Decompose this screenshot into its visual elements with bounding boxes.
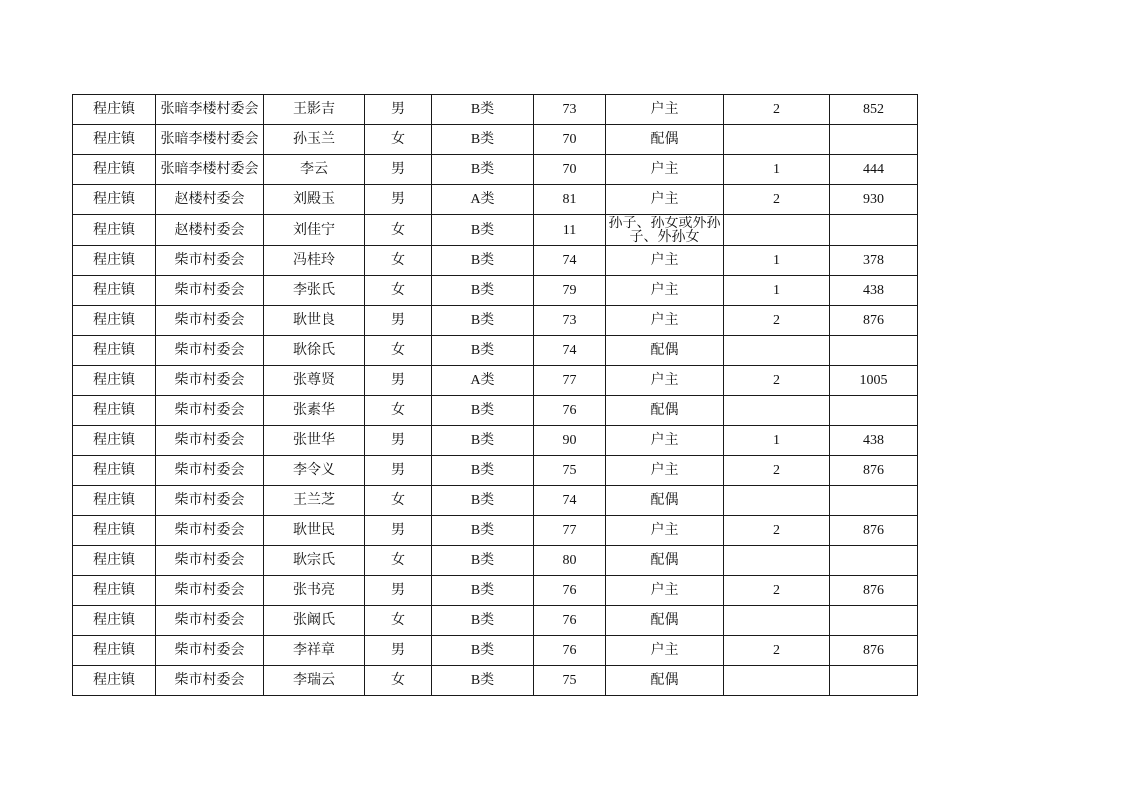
table-row <box>73 606 918 636</box>
age-cell: 75 <box>534 456 606 486</box>
name-cell: 王影吉 <box>264 95 365 125</box>
relation-cell: 户主 <box>606 516 724 546</box>
count-cell: 1 <box>724 426 830 456</box>
relation-cell <box>606 215 724 246</box>
category-cell: B类 <box>432 276 534 306</box>
relation-cell: 户主 <box>606 246 724 276</box>
gender-cell: 女 <box>365 215 432 246</box>
village-cell: 张暗李楼村委会 <box>156 125 264 155</box>
count-cell <box>724 606 830 636</box>
gender-cell: 女 <box>365 546 432 576</box>
town-cell: 程庄镇 <box>73 125 156 155</box>
table-row <box>73 185 918 215</box>
village-cell: 柴市村委会 <box>156 576 264 606</box>
gender-cell: 女 <box>365 486 432 516</box>
category-cell: B类 <box>432 426 534 456</box>
count-cell: 1 <box>724 276 830 306</box>
category-cell: B类 <box>432 155 534 185</box>
relation-cell: 户主 <box>606 185 724 215</box>
relation-cell: 配偶 <box>606 666 724 696</box>
name-cell: 耿宗氏 <box>264 546 365 576</box>
table-row <box>73 336 918 366</box>
amount-cell: 438 <box>830 426 918 456</box>
table-row <box>73 306 918 336</box>
village-cell: 柴市村委会 <box>156 366 264 396</box>
village-cell: 赵楼村委会 <box>156 215 264 246</box>
count-cell: 2 <box>724 516 830 546</box>
table-row <box>73 246 918 276</box>
count-cell: 2 <box>724 185 830 215</box>
count-cell: 2 <box>724 95 830 125</box>
table-row <box>73 396 918 426</box>
town-cell: 程庄镇 <box>73 516 156 546</box>
gender-cell: 女 <box>365 276 432 306</box>
data-table <box>72 94 918 696</box>
town-cell: 程庄镇 <box>73 576 156 606</box>
village-cell: 柴市村委会 <box>156 306 264 336</box>
relation-cell: 户主 <box>606 155 724 185</box>
table-row <box>73 125 918 155</box>
table-row <box>73 546 918 576</box>
gender-cell: 男 <box>365 306 432 336</box>
table-row <box>73 486 918 516</box>
town-cell: 程庄镇 <box>73 606 156 636</box>
gender-cell: 女 <box>365 606 432 636</box>
age-cell: 90 <box>534 426 606 456</box>
amount-cell <box>830 396 918 426</box>
town-cell: 程庄镇 <box>73 666 156 696</box>
gender-cell: 女 <box>365 396 432 426</box>
age-cell: 73 <box>534 306 606 336</box>
relation-cell: 配偶 <box>606 396 724 426</box>
town-cell: 程庄镇 <box>73 426 156 456</box>
amount-cell: 876 <box>830 576 918 606</box>
town-cell: 程庄镇 <box>73 246 156 276</box>
gender-cell: 女 <box>365 336 432 366</box>
age-cell: 74 <box>534 246 606 276</box>
table-row <box>73 215 918 246</box>
gender-cell: 男 <box>365 426 432 456</box>
relation-cell: 户主 <box>606 636 724 666</box>
village-cell: 柴市村委会 <box>156 636 264 666</box>
town-cell: 程庄镇 <box>73 185 156 215</box>
town-cell: 程庄镇 <box>73 366 156 396</box>
amount-cell <box>830 546 918 576</box>
gender-cell: 男 <box>365 155 432 185</box>
relation-cell: 户主 <box>606 306 724 336</box>
category-cell: A类 <box>432 185 534 215</box>
name-cell: 刘殿玉 <box>264 185 365 215</box>
relation-cell: 配偶 <box>606 486 724 516</box>
gender-cell: 男 <box>365 516 432 546</box>
gender-cell: 男 <box>365 185 432 215</box>
age-cell: 79 <box>534 276 606 306</box>
amount-cell: 852 <box>830 95 918 125</box>
name-cell: 李张氏 <box>264 276 365 306</box>
relation-cell: 配偶 <box>606 336 724 366</box>
amount-cell: 444 <box>830 155 918 185</box>
category-cell: B类 <box>432 546 534 576</box>
count-cell <box>724 215 830 246</box>
name-cell: 耿徐氏 <box>264 336 365 366</box>
count-cell <box>724 666 830 696</box>
age-cell: 75 <box>534 666 606 696</box>
amount-cell: 378 <box>830 246 918 276</box>
town-cell: 程庄镇 <box>73 486 156 516</box>
amount-cell <box>830 666 918 696</box>
relation-cell: 配偶 <box>606 606 724 636</box>
category-cell: B类 <box>432 215 534 246</box>
category-cell: B类 <box>432 396 534 426</box>
count-cell: 1 <box>724 155 830 185</box>
count-cell: 2 <box>724 456 830 486</box>
gender-cell: 男 <box>365 456 432 486</box>
count-cell: 2 <box>724 366 830 396</box>
amount-cell <box>830 486 918 516</box>
gender-cell: 男 <box>365 95 432 125</box>
age-cell: 81 <box>534 185 606 215</box>
village-cell: 柴市村委会 <box>156 246 264 276</box>
table-row <box>73 276 918 306</box>
name-cell: 张世华 <box>264 426 365 456</box>
age-cell: 76 <box>534 396 606 426</box>
name-cell: 耿世民 <box>264 516 365 546</box>
category-cell: B类 <box>432 336 534 366</box>
age-cell: 73 <box>534 95 606 125</box>
town-cell: 程庄镇 <box>73 276 156 306</box>
town-cell: 程庄镇 <box>73 396 156 426</box>
gender-cell: 女 <box>365 666 432 696</box>
village-cell: 柴市村委会 <box>156 516 264 546</box>
amount-cell <box>830 215 918 246</box>
relation-cell: 户主 <box>606 95 724 125</box>
name-cell: 张素华 <box>264 396 365 426</box>
category-cell: B类 <box>432 666 534 696</box>
name-cell: 王兰芝 <box>264 486 365 516</box>
count-cell: 2 <box>724 636 830 666</box>
amount-cell <box>830 125 918 155</box>
relation-cell: 户主 <box>606 456 724 486</box>
name-cell: 张阚氏 <box>264 606 365 636</box>
village-cell: 柴市村委会 <box>156 336 264 366</box>
name-cell: 李祥章 <box>264 636 365 666</box>
table-row <box>73 426 918 456</box>
age-cell: 76 <box>534 636 606 666</box>
amount-cell: 876 <box>830 456 918 486</box>
count-cell: 2 <box>724 306 830 336</box>
town-cell: 程庄镇 <box>73 95 156 125</box>
town-cell: 程庄镇 <box>73 306 156 336</box>
name-cell: 刘佳宁 <box>264 215 365 246</box>
relation-cell: 户主 <box>606 576 724 606</box>
name-cell: 李瑞云 <box>264 666 365 696</box>
relation-cell: 户主 <box>606 366 724 396</box>
age-cell: 74 <box>534 486 606 516</box>
village-cell: 赵楼村委会 <box>156 185 264 215</box>
town-cell: 程庄镇 <box>73 155 156 185</box>
category-cell: B类 <box>432 516 534 546</box>
name-cell: 孙玉兰 <box>264 125 365 155</box>
category-cell: B类 <box>432 306 534 336</box>
table-row <box>73 576 918 606</box>
amount-cell <box>830 606 918 636</box>
category-cell: B类 <box>432 95 534 125</box>
amount-cell <box>830 336 918 366</box>
category-cell: B类 <box>432 246 534 276</box>
table-row <box>73 155 918 185</box>
name-cell: 李云 <box>264 155 365 185</box>
town-cell: 程庄镇 <box>73 546 156 576</box>
count-cell <box>724 125 830 155</box>
relation-text: 孙子、孙女或外孙子、外孙女 <box>608 216 721 244</box>
age-cell: 76 <box>534 576 606 606</box>
table-row <box>73 95 918 125</box>
village-cell: 柴市村委会 <box>156 546 264 576</box>
category-cell: B类 <box>432 636 534 666</box>
gender-cell: 男 <box>365 366 432 396</box>
amount-cell: 876 <box>830 636 918 666</box>
count-cell <box>724 396 830 426</box>
town-cell: 程庄镇 <box>73 456 156 486</box>
town-cell: 程庄镇 <box>73 336 156 366</box>
village-cell: 柴市村委会 <box>156 276 264 306</box>
village-cell: 柴市村委会 <box>156 456 264 486</box>
village-cell: 柴市村委会 <box>156 486 264 516</box>
table-body <box>73 95 918 696</box>
village-cell: 柴市村委会 <box>156 426 264 456</box>
age-cell: 76 <box>534 606 606 636</box>
relation-cell: 户主 <box>606 426 724 456</box>
age-cell: 77 <box>534 366 606 396</box>
relation-cell: 配偶 <box>606 546 724 576</box>
name-cell: 张书亮 <box>264 576 365 606</box>
gender-cell: 男 <box>365 636 432 666</box>
name-cell: 李令义 <box>264 456 365 486</box>
count-cell: 1 <box>724 246 830 276</box>
name-cell: 耿世良 <box>264 306 365 336</box>
village-cell: 张暗李楼村委会 <box>156 155 264 185</box>
village-cell: 张暗李楼村委会 <box>156 95 264 125</box>
count-cell <box>724 546 830 576</box>
village-cell: 柴市村委会 <box>156 606 264 636</box>
category-cell: B类 <box>432 576 534 606</box>
age-cell: 70 <box>534 155 606 185</box>
count-cell: 2 <box>724 576 830 606</box>
village-cell: 柴市村委会 <box>156 396 264 426</box>
age-cell: 80 <box>534 546 606 576</box>
amount-cell: 876 <box>830 516 918 546</box>
category-cell: B类 <box>432 606 534 636</box>
table-row <box>73 366 918 396</box>
category-cell: B类 <box>432 486 534 516</box>
table-row <box>73 456 918 486</box>
category-cell: B类 <box>432 125 534 155</box>
age-cell: 70 <box>534 125 606 155</box>
amount-cell: 1005 <box>830 366 918 396</box>
name-cell: 张尊贤 <box>264 366 365 396</box>
relation-cell: 户主 <box>606 276 724 306</box>
amount-cell: 438 <box>830 276 918 306</box>
amount-cell: 876 <box>830 306 918 336</box>
relation-cell: 配偶 <box>606 125 724 155</box>
age-cell: 77 <box>534 516 606 546</box>
age-cell: 11 <box>534 215 606 246</box>
table-row <box>73 636 918 666</box>
age-cell: 74 <box>534 336 606 366</box>
category-cell: A类 <box>432 366 534 396</box>
town-cell: 程庄镇 <box>73 215 156 246</box>
table-row <box>73 666 918 696</box>
gender-cell: 女 <box>365 246 432 276</box>
town-cell: 程庄镇 <box>73 636 156 666</box>
category-cell: B类 <box>432 456 534 486</box>
table-row <box>73 516 918 546</box>
amount-cell: 930 <box>830 185 918 215</box>
village-cell: 柴市村委会 <box>156 666 264 696</box>
gender-cell: 男 <box>365 576 432 606</box>
count-cell <box>724 336 830 366</box>
name-cell: 冯桂玲 <box>264 246 365 276</box>
count-cell <box>724 486 830 516</box>
gender-cell: 女 <box>365 125 432 155</box>
